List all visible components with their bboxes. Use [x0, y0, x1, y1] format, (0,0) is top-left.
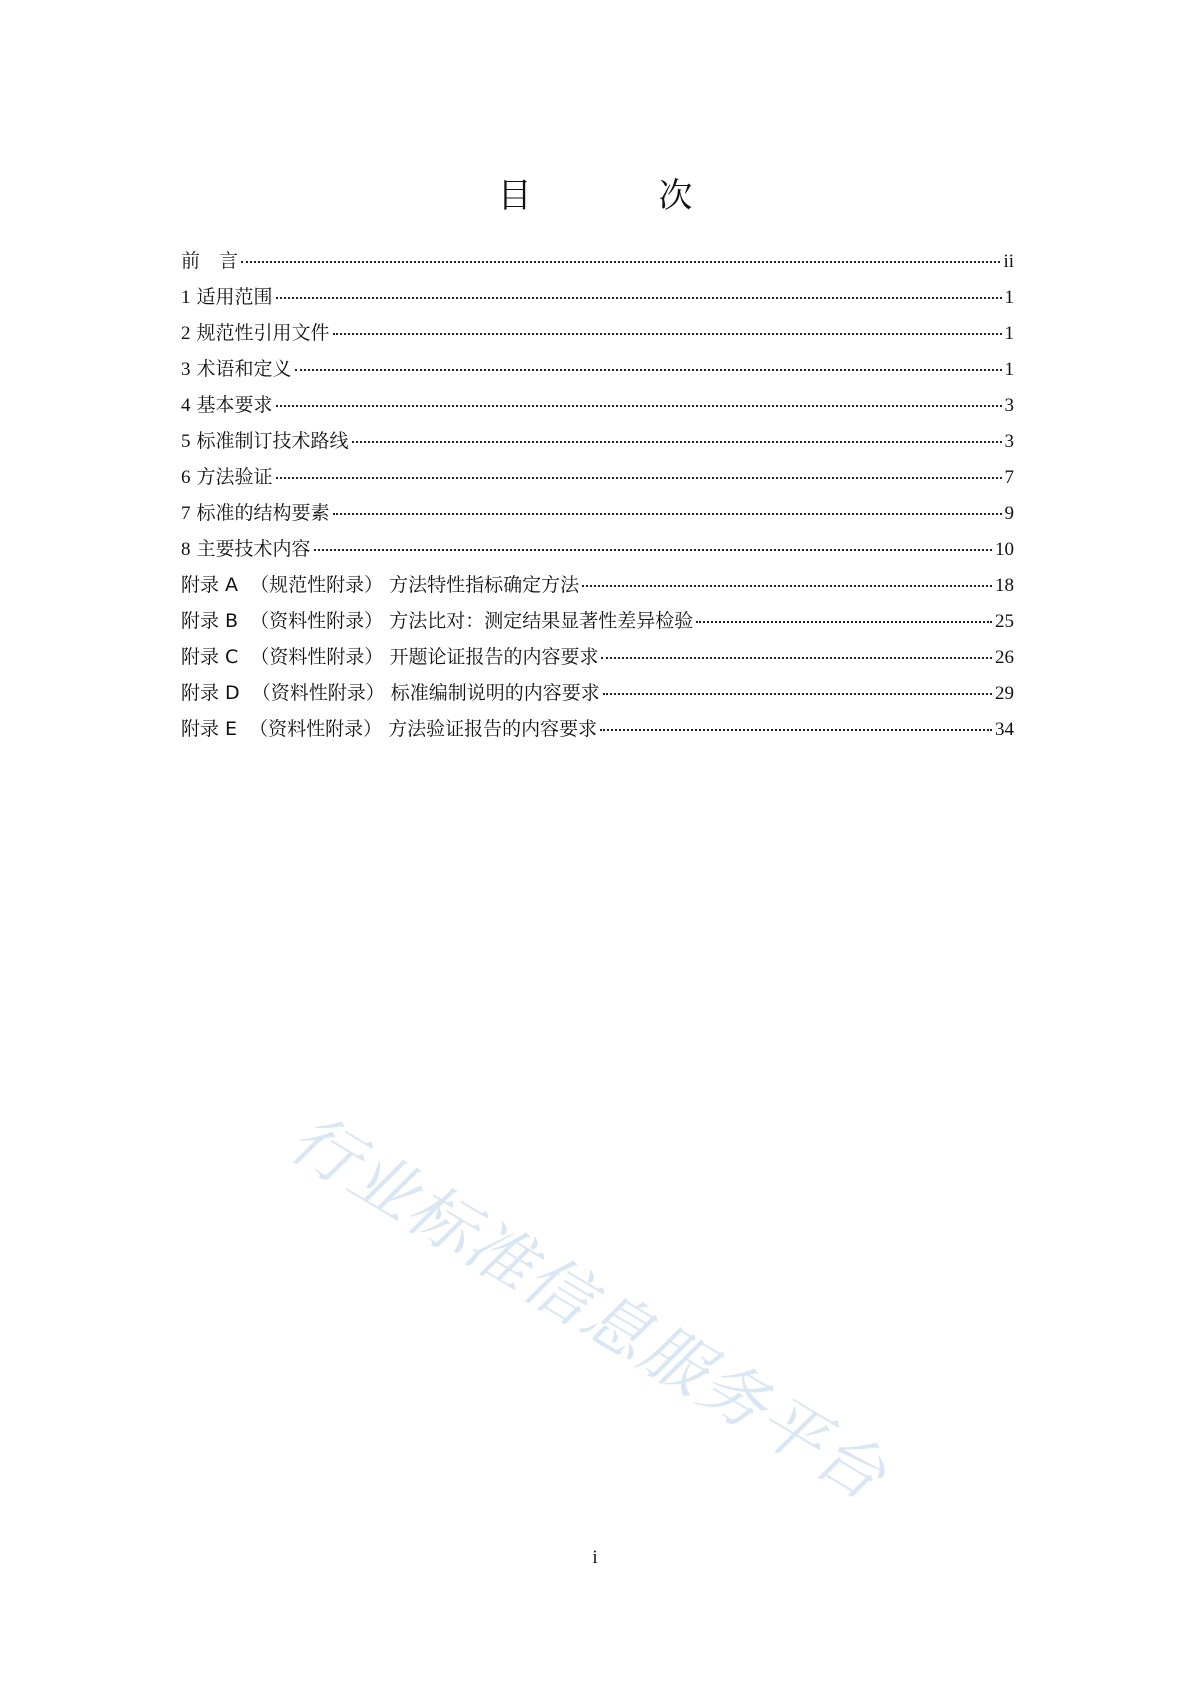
toc-entry-3[interactable]: [181, 354, 1014, 390]
toc-page: 3: [1004, 431, 1014, 452]
toc-entry-appendix-c[interactable]: [181, 642, 1014, 678]
dot-leader: [603, 693, 992, 695]
dot-leader: [352, 441, 1002, 443]
toc-label: 标准制订技术路线: [190, 430, 349, 452]
toc-page: 7: [1004, 467, 1014, 488]
toc-entry-2[interactable]: [181, 318, 1014, 354]
toc-entry-preface[interactable]: [181, 246, 1014, 282]
toc-entry-appendix-b[interactable]: [181, 606, 1014, 642]
page-title: 目 次: [497, 176, 751, 216]
dot-leader: [241, 261, 1000, 263]
toc-label: 主要技术内容: [190, 538, 311, 560]
toc-label: 标准的结构要素: [190, 502, 330, 524]
toc-number: 附录 C: [181, 646, 239, 668]
toc-number: 附录 D: [181, 682, 240, 704]
toc-page: 9: [1004, 503, 1014, 524]
toc-page: 10: [995, 539, 1014, 560]
dot-leader: [333, 513, 1002, 515]
toc-label: （规范性附录） 方法特性指标确定方法: [250, 574, 580, 596]
toc-number: 1: [181, 287, 191, 308]
toc-entry-appendix-e[interactable]: [181, 714, 1014, 750]
toc-number: 7: [181, 503, 191, 524]
watermark: 行业标准信息服务平台: [277, 1099, 900, 1516]
toc-page: 18: [995, 575, 1014, 596]
toc-label: （资料性附录） 标准编制说明的内容要求: [251, 682, 600, 704]
toc-entry-5[interactable]: [181, 426, 1014, 462]
toc-number: 2: [181, 323, 191, 344]
toc-entry-1[interactable]: [181, 282, 1014, 318]
dot-leader: [276, 297, 1002, 299]
toc-label: 适用范围: [190, 286, 273, 308]
toc-entry-6[interactable]: [181, 462, 1014, 498]
dot-leader: [333, 333, 1002, 335]
toc-page: 34: [995, 719, 1014, 740]
table-of-contents: [181, 246, 1014, 750]
toc-number: 6: [181, 467, 191, 488]
toc-page: 29: [995, 683, 1014, 704]
toc-entry-4[interactable]: [181, 390, 1014, 426]
toc-entry-8[interactable]: [181, 534, 1014, 570]
toc-entry-7[interactable]: [181, 498, 1014, 534]
dot-leader: [295, 369, 1002, 371]
toc-label: 前 言: [181, 250, 239, 272]
toc-page: 25: [995, 611, 1014, 632]
toc-page: 1: [1004, 359, 1014, 380]
toc-label: 方法验证: [190, 466, 273, 488]
toc-number: 4: [181, 395, 191, 416]
toc-entry-appendix-a[interactable]: [181, 570, 1014, 606]
toc-number: 5: [181, 431, 191, 452]
toc-label: 基本要求: [190, 394, 273, 416]
toc-page: ii: [1003, 251, 1014, 272]
dot-leader: [314, 549, 992, 551]
toc-number: 附录 B: [181, 610, 239, 632]
dot-leader: [276, 405, 1002, 407]
footer-page-number: i: [592, 1547, 598, 1568]
dot-leader: [582, 585, 992, 587]
dot-leader: [601, 657, 992, 659]
toc-number: 附录 A: [181, 574, 239, 596]
toc-label: （资料性附录） 开题论证报告的内容要求: [250, 646, 599, 668]
toc-label: （资料性附录） 方法验证报告的内容要求: [249, 718, 598, 740]
dot-leader: [696, 621, 992, 623]
toc-label: 规范性引用文件: [190, 322, 330, 344]
toc-label: （资料性附录） 方法比对：测定结果显著性差异检验: [250, 610, 694, 632]
dot-leader: [600, 729, 992, 731]
toc-number: 8: [181, 539, 191, 560]
toc-number: 3: [181, 359, 191, 380]
toc-page: 26: [995, 647, 1014, 668]
dot-leader: [276, 477, 1002, 479]
toc-label: 术语和定义: [190, 358, 292, 380]
toc-number: 附录 E: [181, 718, 238, 740]
toc-page: 3: [1004, 395, 1014, 416]
toc-page: 1: [1004, 323, 1014, 344]
toc-page: 1: [1004, 287, 1014, 308]
toc-entry-appendix-d[interactable]: [181, 678, 1014, 714]
